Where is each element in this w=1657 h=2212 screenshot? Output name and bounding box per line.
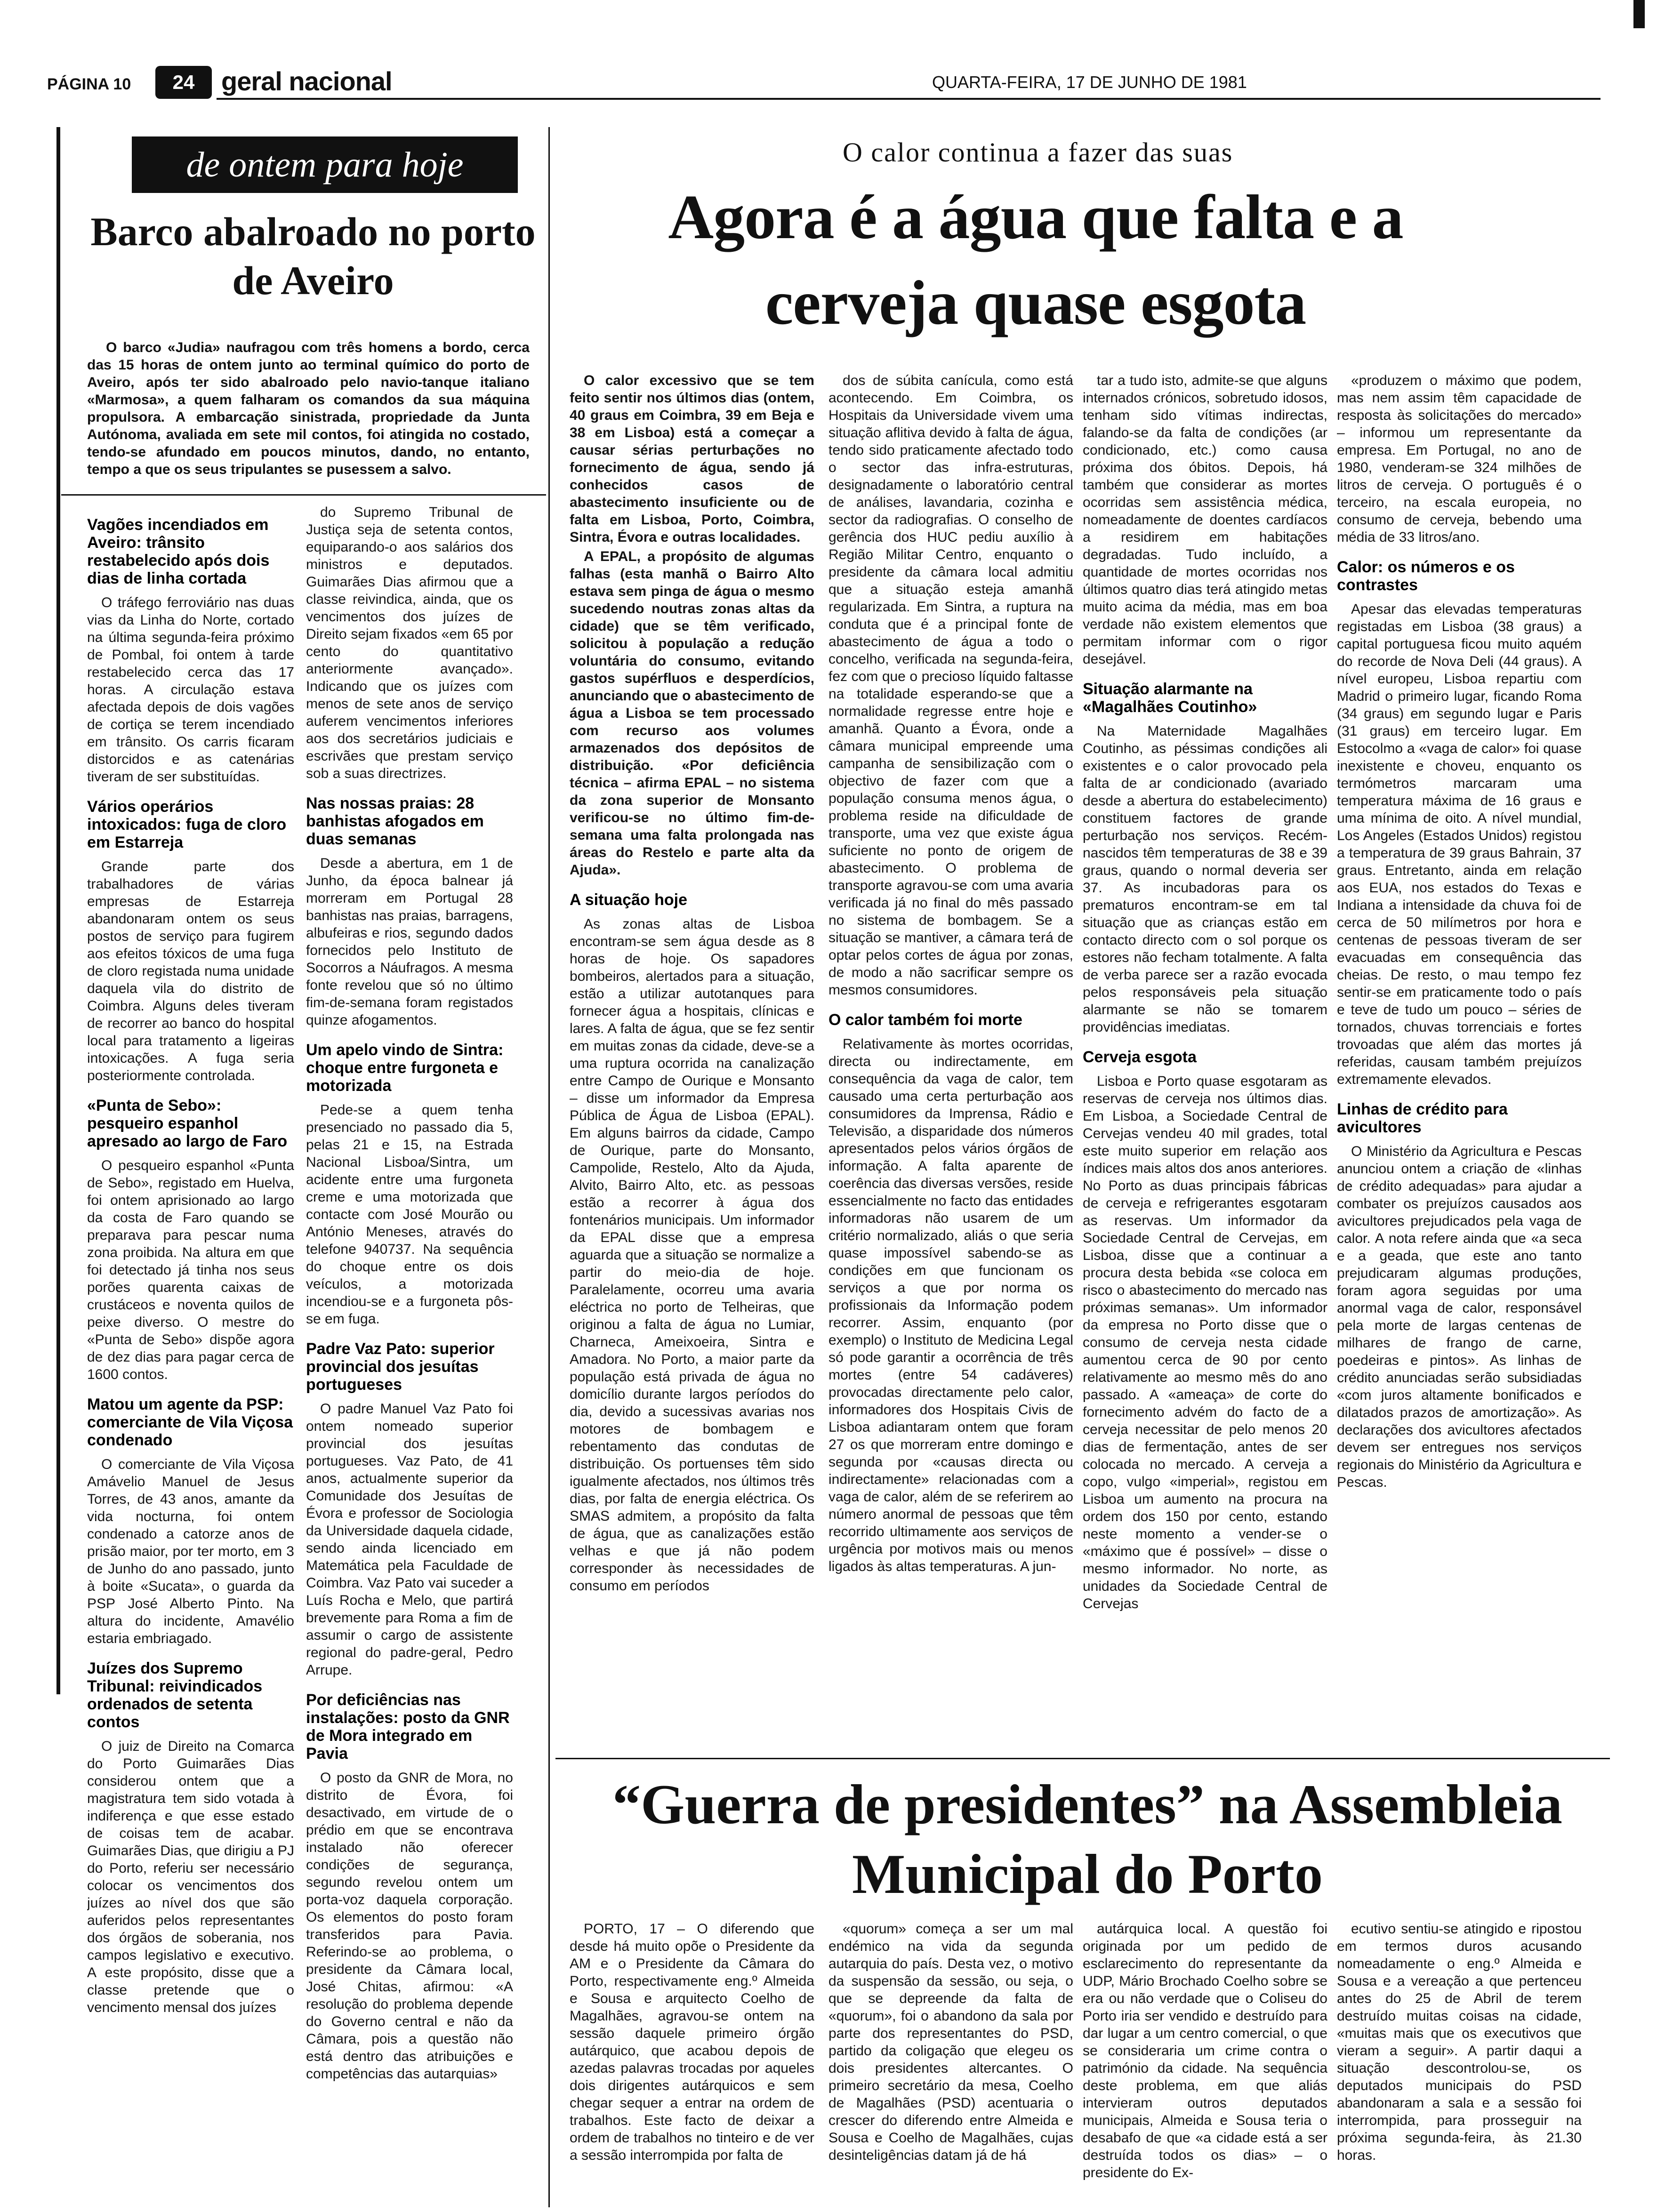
subheading: Calor: os números e os contrastes [1337, 558, 1515, 594]
issue-date: QUARTA-FEIRA, 17 DE JUNHO DE 1981 [932, 72, 1247, 92]
article-paragraph: Relativamente às mortes ocorridas, directa ou indirectamente, em consequência da vaga de calor, tem causado uma certa perturbação aos consumidores da Imprensa, Rádio e Televisão, a disparidade dos números apresentados pelos vários órgãos de informação. A falta aparente de coerência das diversas versões, reside essencialmente no facto das entidades informadoras não usarem de um critério normalizado, aliás o que seria quase impossível sabendo-se as condições em que funcionam os serviços a que por norma os profissionais da Informação podem recorrer. Assim, enquanto (por exemplo) o Instituto de Medicina Legal só pode garantir a ocorrência de três mortes (entre 54 cadáveres) provocadas directamente pelo calor, informadores dos Hospitais Civis de Lisboa adiantaram ontem que foram 27 os que morreram entre domingo e segunda por «causas directa ou indirectamente» relacionadas com a vaga de calor, além de se referirem ao número anormal de pessoas que têm recorrido ultimamente aos serviços de urgência por motivos mais ou menos ligados às altas temperaturas. A jun- [828, 1036, 1073, 1574]
article-paragraph: Apesar das elevadas temperaturas registadas em Lisboa (38 graus) a capital portuguesa ficou muito aquém do recorde de Nova Deli (44 graus). A nível europeu, Lisboa repartiu com Madrid o primeiro lugar, ficando Roma (34 graus) em segundo lugar e Paris (31 graus) em terceiro lugar. Em Estocolmo a «vaga de calor» foi quase inexistente e choveu, enquanto os termómetros marcaram uma temperatura máxima de 16 graus e uma mínima de oito. A nível mundial, Los Angeles (Estados Unidos) registou a temperatura de 39 graus Bahrain, 37 graus. Entretanto, ainda em relação aos EUA, nos estados do Texas e Indiana a intensidade da chuva foi de cerca de 50 milímetros por hora e centenas de pessoas tiveram de ser evacuadas em consequência das cheias. De resto, o mau tempo fez sentir-se em praticamente todo o país e teve de tudo um pouco – séries de tornados, chuvas torrenciais e fortes trovoadas que além das mortes já referidas, causam também prejuízos extremamente elevados. [1337, 601, 1582, 1087]
article-paragraph: tar a tudo isto, admite-se que alguns internados crónicos, sobretudo idosos, tenham sido vítimas indirectas, falando-se da falta de condições (ar condicionado, etc.) como causa próxima dos óbitos. Depois, há também que considerar as mortes ocorridas sem assistência médica, nomeadamente de doentes cardíacos a residirem em habitações degradadas. Tudo incluído, a quantidade de mortes ocorridas nos últimos quatro dias terá atingido metas muito acima da média, mas em boa verdade não existem elementos que permitam informar com o rigor desejável. [1083, 373, 1327, 667]
subheading: Situação alarmante na «Magalhães Coutinho» [1083, 680, 1257, 716]
bottom-column-2 [828, 1920, 1073, 2198]
article-paragraph: Na Maternidade Magalhães Coutinho, as péssimas condições ali existentes e o calor provocado pela falta de ar condicionado (avariado desde a abertura do estabelecimento) constituem factores de grande perturbação nos serviços. Recém-nascidos têm temperaturas de 38 e 39 graus, quando o normal deveria ser 37. As incubadoras para os prematuros encontram-se em tal situação que as crianças estão em contacto directo com o sol porque os estores não fecham totalmente. A falta de verba parece ser a razão evocada pelos responsáveis pela situação alarmante se não se tomarem providências imediatas. [1083, 723, 1327, 1035]
masthead [47, 66, 1601, 99]
subheading: O calor também foi morte [828, 1011, 1022, 1029]
article-paragraph: Grande parte dos trabalhadores de várias empresas de Estarreja abandonaram ontem os seus postos de serviço para fugirem aos efeitos tóxicos de uma fuga de cloro registada numa unidade daquela vila do distrito de Coimbra. Alguns deles tiveram de recorrer ao banco do hospital local para tratamento a ligeiras intoxicações. A fuga seria posteriormente controlada. [87, 859, 294, 1083]
right-column-2 [828, 372, 1073, 1751]
article-paragraph: O pesqueiro espanhol «Punta de Sebo», registado em Huelva, foi ontem aprisionado ao largo da costa de Faro quando se preparava para pescar numa zona proibida. Na altura em que foi detectado já tinha nos seus porões quarenta caixas de crustáceos e noventa quilos de peixe diverso. O mestre do «Punta de Sebo» dispõe agora de dez dias para pagar cerca de 1600 contos. [87, 1158, 294, 1382]
subheading: Vagões incendiados em Aveiro: trânsito restabelecido após dois dias de linha cortada [87, 516, 270, 587]
article-paragraph: Lisboa e Porto quase esgotaram as reservas de cerveja nos últimos dias. Em Lisboa, a Sociedade Central de Cervejas vendeu 40 mil grades, total este muito superior em relação aos índices mais altos dos anos anteriores. No Porto as duas principais fábricas de cerveja e refrigerantes esgotaram as reservas. Um informador da Sociedade Central de Cervejas, em Lisboa, disse que a continuar a procura desta bebida «se coloca em risco o abastecimento do mercado nas próximas semanas». Um informador da empresa no Porto disse que o consumo de cerveja nesta cidade aumentou cerca de 90 por cento relativamente ao mesmo mês do ano passado. A «ameaça» de corte do fornecimento advém do facto de a cerveja necessitar de pelo menos 20 dias de fermentação, antes de ser colocada no mercado. A cerveja a copo, vulgo «imperial», registou em Lisboa um aumento na procura na ordem dos 150 por cento, estando neste momento a vender-se o «máximo que é possível» – disse o mesmo informador. No norte, as unidades da Sociedade Central de Cervejas [1083, 1074, 1327, 1611]
article-paragraph: «produzem o máximo que podem, mas nem assim têm capacidade de resposta às solicitações do mercado» – informou um representante da empresa. Em Portugal, no ano de 1980, venderam-se 324 milhões de litros de cerveja. O português é o terceiro, na escala europeia, no consumo de cerveja, bebendo uma média de 33 litros/ano. [1337, 373, 1582, 545]
bottom-story-rule [555, 1758, 1610, 1759]
article-paragraph: do Supremo Tribunal de Justiça seja de setenta contos, equiparando-o aos salários dos ministros e deputados. Guimarães Dias afirmou que a classe reivindica, ainda, que os vencimentos dos juízes de Direito sejam fixados «em 65 por cento do quantitativo anteriormente avançado». Indicando que os juízes com menos de sete anos de serviço auferem vencimentos inferiores aos dos secretários judiciais e escrivães que prestam serviço sob a suas directrizes. [306, 505, 513, 781]
newspaper-logo: 24 [155, 66, 212, 99]
bottom-paragraph-1: PORTO, 17 – O diferendo que desde há muito opõe o Presidente da AM e o Presidente da Câmara do Porto, respectivamente eng.º Almeida e Sousa e arquitecto Coelho de Magalhães, agravou-se ontem na sessão daquele primeiro órgão autárquico, que acabou depois de azedas palavras trocadas por aqueles dois dirigentes autárquicos e sem chegar sequer a entrar na ordem de trabalhos. Este facto de deixar a ordem de trabalhos no tinteiro e de ver a sessão interrompida por falta de [570, 1921, 814, 2163]
left-headline: Barco abalroado no porto de Aveiro [90, 209, 536, 303]
left-lead [87, 339, 530, 478]
bottom-headline: “Guerra de presidentes” na Assembleia Municipal do Porto [612, 1773, 1562, 1905]
subheading: Nas nossas praias: 28 banhistas afogados em duas semanas [306, 794, 484, 848]
subheading: Vários operários intoxicados: fuga de cloro em Estarreja [87, 798, 287, 851]
column-banner: de ontem para hoje [132, 136, 518, 193]
bottom-paragraph-3: autárquica local. A questão foi originada por um pedido de esclarecimento do representante da UDP, Mário Brochado Coelho sobre se era ou não verdade que o Coliseu do Porto iria ser vendido e destruído para dar lugar a um centro comercial, o que se consideraria um crime contra o património da cidade. Na sequência deste problema, em que aliás intervieram outros deputados municipais, Almeida e Sousa teria o desabafo de que «a cidade está a ser destruída todos os dias» – o presidente do Ex- [1083, 1921, 1327, 2180]
left-column-divider [548, 127, 550, 2207]
right-headline: Agora é a água que falta e a cerveja quase esgota [668, 182, 1403, 337]
subheading: Por deficiências nas instalações: posto da GNR de Mora integrado em Pavia [306, 1691, 510, 1763]
article-paragraph: Pede-se a quem tenha presenciado no passado dia 5, pelas 21 e 15, na Estrada Nacional Lisboa/Sintra, um acidente entre uma furgoneta creme e uma motorizada que contacte com José Mourão ou António Meneses, através do telefone 940737. Na sequência do choque entre os dois veículos, a motorizada incendiou-se e a furgoneta pôs-se em fuga. [306, 1102, 513, 1327]
right-column-1 [570, 372, 814, 1751]
article-paragraph: O tráfego ferroviário nas duas vias da Linha do Norte, cortado na última segunda-feira próximo de Pombal, foi ontem à tarde restabelecido cerca das 17 horas. A circulação estava afectada depois de dois vagões de cortiça se terem incendiado em trânsito. Os carris ficaram distorcidos e as catenárias tiveram de ser substituídas. [87, 595, 294, 785]
left-lead-rule [61, 494, 546, 496]
subheading: Padre Vaz Pato: superior provincial dos jesuítas portugueses [306, 1340, 495, 1394]
article-paragraph: Desde a abertura, em 1 de Junho, da época balnear já morreram em Portugal 28 banhistas nas praias, barragens, albufeiras e rios, segundo dados fornecidos pelo Instituto de Socorros a Náufragos. A mesma fonte revelou que só no último fim-de-semana foram registados quinze afogamentos. [306, 856, 513, 1028]
article-paragraph: A EPAL, a propósito de algumas falhas (esta manhã o Bairro Alto estava sem pinga de água o mesmo sucedendo noutras zonas altas da cidade) que se têm verificado, solicitou à população a redução voluntária do consumo, evitando gastos supérfluos e desperdícios, anunciando que o abastecimento de água a Lisboa se tem processado com recurso aos volumes armazenados dos depósitos de distribuição. «Por deficiência técnica – afirma EPAL – no sistema da zona superior de Monsanto verificou-se no último fim-de-semana uma falta prolongada nas áreas do Restelo e parte alta da Ajuda». [570, 549, 814, 878]
subheading: «Punta de Sebo»: pesqueiro espanhol apresado ao largo de Faro [87, 1097, 288, 1150]
article-paragraph: O juiz de Direito na Comarca do Porto Guimarães Dias considerou ontem que a magistratura tem sido votada à indiferença e que esse estado de coisas tem de acabar. Guimarães Dias, que dirigiu a PJ do Porto, referiu ser necessário colocar os vencimentos dos juízes ao nível dos que são auferidos pelos representantes dos órgãos de soberania, nos campos legislativo e executivo. A este propósito, disse que a classe pretende que o vencimento mensal dos juízes [87, 1739, 294, 2015]
left-column-1 [87, 504, 294, 2203]
subheading: Juízes dos Supremo Tribunal: reivindicados ordenados de setenta contos [87, 1659, 263, 1731]
article-paragraph: As zonas altas de Lisboa encontram-se sem água desde as 8 horas de hoje. Os sapadores bombeiros, alertados para a situação, estão a utilizar autotanques para fornecer água a hospitais, clínicas e lares. A falta de água, que se fez sentir em muitas zonas da cidade, deve-se a uma ruptura ocorrida na canalização entre Campo de Ourique e Monsanto – disse um informador da Empresa Pública de Água de Lisboa (EPAL). Em alguns bairros da cidade, Campo de Ourique, parte do Monsanto, Campolide, Restelo, Alto da Ajuda, Alvito, Bairro Alto, etc. as pessoas estão a recorrer à água dos fontenários municipais. Um informador da EPAL disse que a empresa aguarda que a situação se normalize a partir do meio-dia de hoje. Paralelamente, ocorreu uma avaria eléctrica no porto de Telheiras, que originou a falta de água no Lumiar, Charneca, Ameixoeira, Sintra e Amadora. No Porto, a maior parte da população está privada de água no domicílio durante largos períodos do dia, devido a sucessivas avarias nos motores de bombagem e rebentamento das condutas de distribuição. Os portuenses têm sido igualmente afectados, nos últimos três dias, por falta de energia eléctrica. Os SMAS admitem, a propósito da falta de água, que as canalizações estão velhas e que já não podem corresponder às necessidades de consumo em períodos [570, 916, 814, 1594]
subheading: A situação hoje [570, 891, 688, 909]
left-lead-text: O barco «Judia» naufragou com três homens a bordo, cerca das 15 horas de ontem junto ao terminal químico do porto de Aveiro, após ter sido abalroado pelo navio-tanque italiano «Marmosa», a quem falharam os comandos da sua máquina propulsora. A embarcação sinistrada, propriedade da Junta Autónoma, avaliada em sete mil contos, foi atingida no costado, tendo-se afundado em poucos minutos, dando, no entanto, tempo a que os seus tripulantes se pusessem a salvo. [87, 340, 530, 477]
article-paragraph: O comerciante de Vila Viçosa Amávelio Manuel de Jesus Torres, de 43 anos, amante da vida nocturna, foi ontem condenado a catorze anos de prisão maior, por ter morto, em 3 de Junho do ano passado, junto à boite «Sucata», o guarda da PSP José Alberto Pinto. Na altura do incidente, Amavélio estaria embriagado. [87, 1457, 294, 1646]
section-title: geral nacional [221, 66, 392, 96]
article-paragraph: O calor excessivo que se tem feito sentir nos últimos dias (ontem, 40 graus em Coimbra, 39 em Beja e 38 em Lisboa) está a começar a causar sérias perturbações no fornecimento de água, sendo já conhecidos casos de abastecimento insuficiente ou de falta em Lisboa, Porto, Coimbra, Sintra, Évora e outras localidades. [570, 373, 814, 545]
bottom-paragraph-2: «quorum» começa a ser um mal endémico na vida da segunda autarquia do país. Desta vez, o motivo da suspensão da sessão, ou seja, o que se depreende da falta de «quorum», foi o abandono da sala por parte dos representantes do PSD, partido da coligação que elegeu os dois presidentes altercantes. O primeiro secretário da mesa, Coelho de Magalhães (PSD) acentuaria o crescer do diferendo entre Almeida e Sousa e Coelho de Magalhães, cujas desinteligências datam já de há [828, 1921, 1073, 2163]
left-block-border [56, 127, 60, 1694]
left-column-2 [306, 504, 513, 2203]
masthead-rule [217, 98, 1601, 100]
bottom-paragraph-4: ecutivo sentiu-se atingido e ripostou em termos duros acusando nomeadamente o eng.º Almeida e Sousa e a vereação a que pertenceu antes do 25 de Abril de terem destruído muitas coisas na cidade, «muitas mais que os executivos que vieram a seguir». A partir daqui a situação descontrolou-se, os deputados municipais do PSD abandonaram a sala e a sessão foi interrompida, para prosseguir na próxima segunda-feira, às 21.30 horas. [1337, 1921, 1582, 2163]
right-kicker: O calor continua a fazer das suas [843, 137, 1233, 168]
bottom-column-1 [570, 1920, 814, 2198]
bottom-column-3 [1083, 1920, 1327, 2198]
article-paragraph: dos de súbita canícula, como está acontecendo. Em Coimbra, os Hospitais da Universidade vivem uma situação aflitiva devido à falta de água, tendo sido praticamente afectado todo o sector das infra-estruturas, designadamente o laboratório central de análises, lavandaria, cozinha e sector da radiografias. O conselho de gerência dos HUC pediu auxílio à Região Militar Centro, enquanto o presidente da câmara local admitiu que a situação esteja amanhã regularizada. Em Sintra, a ruptura na conduta que é a principal fonte de abastecimento de água a todo o concelho, verificada na segunda-feira, fez com que o precioso líquido faltasse na totalidade esperando-se que a normalidade regresse entre hoje e amanhã. Quanto a Évora, onde a câmara municipal empreende uma campanha de sensibilização com o objectivo de fazer com que a população consuma menos água, o problema reside na dificuldade de transporte, uma vez que existe água suficiente no ponto de origem de abastecimento. O problema de transporte agravou-se com uma avaria verificada já no final do mês passado no sistema de bombagem. Se a situação se mantiver, a câmara terá de optar pelos cortes de água por zonas, de modo a não sacrificar sempre os mesmos consumidores. [828, 373, 1073, 998]
right-column-3 [1083, 372, 1327, 1751]
article-paragraph: O Ministério da Agricultura e Pescas anunciou ontem a criação de «linhas de crédito adequadas» para ajudar a combater os prejuízos causados aos avicultores prejudicados pela vaga de calor. A nota refere ainda que «a seca e a geada, que este ano tanto prejudicaram algumas produções, foram agora seguidas por uma anormal vaga de calor, responsável pela morte de largas centenas de milhares de frango de carne, poedeiras e pintos». As linhas de crédito anunciadas serão subsidiadas «com juros altamente bonificados e dilatados prazos de amortização». As declarações dos avicultores afectados devem ser entregues nos serviços regionais do Ministério da Agricultura e Pescas. [1337, 1144, 1582, 1490]
subheading: Um apelo vindo de Sintra: choque entre furgoneta e motorizada [306, 1041, 504, 1095]
subheading: Cerveja esgota [1083, 1048, 1197, 1066]
article-paragraph: O posto da GNR de Mora, no distrito de Évora, foi desactivado, em virtude de o prédio em que se encontrava instalado não oferecer condições de segurança, segundo revelou ontem um porta-voz daquela corporação. Os elementos do posto foram transferidos para Pavia. Referindo-se ao problema, o presidente da Câmara local, José Chitas, afirmou: «A resolução do problema depende do Governo central e não da Câmara, pois a questão não está dentro das atribuições e competências das autarquias» [306, 1770, 513, 2082]
page-edge-mark [1633, 0, 1645, 28]
right-column-4 [1337, 372, 1582, 1751]
bottom-column-4 [1337, 1920, 1582, 2198]
page-number: PÁGINA 10 [47, 75, 131, 93]
subheading: Matou um agente da PSP: comerciante de Vila Viçosa condenado [87, 1395, 293, 1449]
subheading: Linhas de crédito para avicultores [1337, 1100, 1508, 1136]
article-paragraph: O padre Manuel Vaz Pato foi ontem nomeado superior provincial dos jesuítas portugueses. Vaz Pato, de 41 anos, actualmente superior da Comunidade dos Jesuítas de Évora e professor de Sociologia da Universidade daquela cidade, sendo ainda licenciado em Matemática pela Faculdade de Coimbra. Vaz Pato vai suceder a Luís Rocha e Melo, que partirá brevemente para Roma a fim de assumir o cargo de assistente regional do padre-geral, Pedro Arrupe. [306, 1401, 513, 1678]
